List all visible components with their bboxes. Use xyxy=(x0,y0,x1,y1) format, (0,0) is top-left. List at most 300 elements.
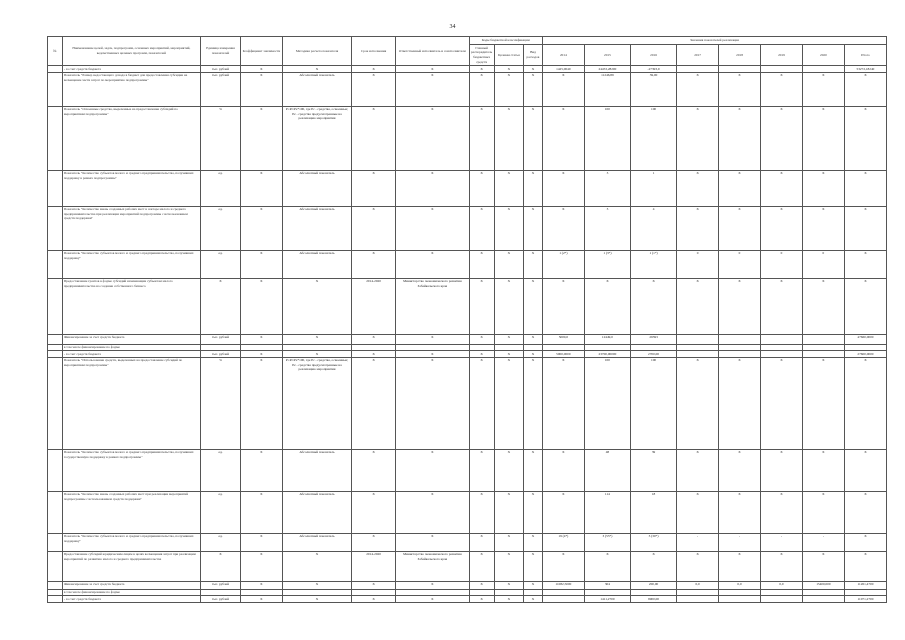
row-unit-cell: ед. xyxy=(201,491,241,533)
row-value-2019-cell: X xyxy=(761,357,803,449)
row-executor-cell: X xyxy=(396,72,469,106)
row-value-2017-cell xyxy=(677,596,719,603)
row-value-2017-cell: X xyxy=(677,449,719,491)
row-method-cell: Абсолютный показатель xyxy=(282,491,351,533)
row-csr-cell xyxy=(494,344,523,351)
row-value-2014-cell xyxy=(542,589,584,596)
row-term-cell: X xyxy=(352,449,396,491)
table-row xyxy=(48,72,887,106)
row-csr-cell: X xyxy=(494,72,523,106)
row-value-2015-cell: 3 (55*) xyxy=(584,533,630,551)
row-num-cell xyxy=(48,106,63,170)
row-vr-cell: X xyxy=(524,66,543,73)
table-row xyxy=(48,357,887,449)
row-executor-cell: X xyxy=(396,449,469,491)
row-term-cell: X xyxy=(352,250,396,278)
row-grbs-cell: X xyxy=(469,551,494,581)
row-value-2016-cell: 39 xyxy=(630,449,676,491)
row-value-2016-cell: -27393,9 xyxy=(630,66,676,73)
row-csr-cell: X xyxy=(494,170,523,206)
row-method-cell: Абсолютный показатель xyxy=(282,206,351,250)
row-coef-cell: X xyxy=(240,66,282,73)
row-term-cell: X xyxy=(352,357,396,449)
row-num-cell xyxy=(48,491,63,533)
row-unit-cell: тыс. рублей xyxy=(201,334,241,344)
row-vr-cell xyxy=(524,344,543,351)
row-value-2017-cell: 0 xyxy=(677,250,719,278)
row-csr-cell: X xyxy=(494,357,523,449)
row-value-2016-cell: 4 xyxy=(630,206,676,250)
row-name-cell: - за счет средств бюджета xyxy=(62,596,200,603)
row-value-2016-cell: 100 xyxy=(630,357,676,449)
row-vr-cell: X xyxy=(524,351,543,358)
row-value-2019-cell xyxy=(761,351,803,358)
row-value-2020-cell: X xyxy=(802,72,844,106)
row-coef-cell: X xyxy=(240,106,282,170)
row-unit-cell: X xyxy=(201,278,241,334)
row-value-2019-cell: 0,0 xyxy=(761,581,803,589)
row-coef-cell: X xyxy=(240,170,282,206)
row-num-cell xyxy=(48,344,63,351)
row-value-2016-cell: 3 (30*) xyxy=(630,533,676,551)
row-grbs-cell xyxy=(469,589,494,596)
row-term-cell xyxy=(352,344,396,351)
table-row xyxy=(48,278,887,334)
row-value-2014-cell: X xyxy=(542,170,584,206)
row-value-2014-cell: 1425,0040 xyxy=(542,66,584,73)
row-vr-cell: X xyxy=(524,551,543,581)
header-year-2016: 2016 xyxy=(630,45,676,66)
row-value-2018-cell xyxy=(719,351,761,358)
row-value-2020-cell: X xyxy=(802,278,844,334)
table-row xyxy=(48,334,887,344)
row-value-2017-cell xyxy=(677,344,719,351)
row-coef-cell xyxy=(240,344,282,351)
row-value-2018-cell: X xyxy=(719,170,761,206)
row-term-cell: X xyxy=(352,170,396,206)
row-method-cell: Абсолютный показатель xyxy=(282,170,351,206)
row-name-cell: Финансирование за счет средств бюджета xyxy=(62,334,200,344)
row-value-2020-cell: X xyxy=(802,551,844,581)
row-value-2018-cell: X xyxy=(719,106,761,170)
row-num-cell xyxy=(48,250,63,278)
row-executor-cell xyxy=(396,344,469,351)
row-grbs-cell: X xyxy=(469,334,494,344)
row-total-cell: X xyxy=(844,206,886,250)
row-value-2019-cell: - xyxy=(761,533,803,551)
table-row xyxy=(48,206,887,250)
row-value-2016-cell: 39,00 xyxy=(630,72,676,106)
row-value-2016-cell: X xyxy=(630,551,676,581)
row-value-2015-cell: 48 xyxy=(584,449,630,491)
row-value-2015-cell: 114 xyxy=(584,491,630,533)
table-row xyxy=(48,551,887,581)
table-row xyxy=(48,344,887,351)
row-value-2017-cell: - xyxy=(677,533,719,551)
header-num: № xyxy=(48,37,63,66)
row-value-2017-cell: X xyxy=(677,72,719,106)
row-executor-cell: X xyxy=(396,66,469,73)
row-grbs-cell: X xyxy=(469,170,494,206)
table-row xyxy=(48,596,887,603)
table-row xyxy=(48,351,887,358)
row-num-cell xyxy=(48,449,63,491)
row-csr-cell: X xyxy=(494,551,523,581)
row-value-2015-cell xyxy=(584,589,630,596)
row-value-2018-cell: X xyxy=(719,449,761,491)
row-unit-cell: тыс. рублей xyxy=(201,351,241,358)
row-method-cell: X xyxy=(282,66,351,73)
row-vr-cell: X xyxy=(524,72,543,106)
row-value-2019-cell xyxy=(761,66,803,73)
row-vr-cell: X xyxy=(524,334,543,344)
row-vr-cell: X xyxy=(524,278,543,334)
header-year-2014: 2014 xyxy=(542,45,584,66)
header-total: Итого xyxy=(844,45,886,66)
row-total-cell: X xyxy=(844,170,886,206)
row-coef-cell: X xyxy=(240,206,282,250)
row-total-cell: 27600,0000 xyxy=(844,351,886,358)
row-name-cell: Показатель "Количество вновь созданных рабочих мест в секторе малого и среднего предпринимательства при реализации мероприятий подпрограммы с использованием средств поддержки" xyxy=(62,206,200,250)
row-value-2019-cell: X xyxy=(761,106,803,170)
row-value-2020-cell xyxy=(802,66,844,73)
table-row xyxy=(48,491,887,533)
row-value-2019-cell: X xyxy=(761,72,803,106)
row-total-cell: X xyxy=(844,357,886,449)
row-term-cell: X xyxy=(352,491,396,533)
row-unit-cell xyxy=(201,589,241,596)
row-value-2014-cell: X xyxy=(542,72,584,106)
row-name-cell: Показатель "Освоенные средства, выделенные на предоставление субсидий по мероприятиям подпрограммы" xyxy=(62,106,200,170)
row-value-2018-cell: - xyxy=(719,533,761,551)
row-vr-cell: X xyxy=(524,250,543,278)
row-value-2016-cell xyxy=(630,589,676,596)
row-value-2020-cell xyxy=(802,596,844,603)
row-vr-cell: X xyxy=(524,170,543,206)
row-value-2016-cell: 18 xyxy=(630,491,676,533)
row-value-2017-cell: X xyxy=(677,491,719,533)
row-value-2014-cell: 5000,0000 xyxy=(542,351,584,358)
row-executor-cell xyxy=(396,589,469,596)
row-total-cell xyxy=(844,344,886,351)
row-value-2020-cell: X xyxy=(802,491,844,533)
row-total-cell: X xyxy=(844,250,886,278)
row-term-cell: X xyxy=(352,581,396,589)
row-value-2017-cell: X xyxy=(677,206,719,250)
row-total-cell: X xyxy=(844,491,886,533)
row-csr-cell: X xyxy=(494,278,523,334)
row-csr-cell: X xyxy=(494,106,523,170)
row-coef-cell xyxy=(240,589,282,596)
row-coef-cell: X xyxy=(240,551,282,581)
row-value-2019-cell xyxy=(761,596,803,603)
row-name-cell: Финансирование за счет средств бюджета xyxy=(62,581,200,589)
row-grbs-cell xyxy=(469,344,494,351)
row-csr-cell: X xyxy=(494,596,523,603)
row-executor-cell: Министерство экономического развития Забайкальского края xyxy=(396,551,469,581)
row-csr-cell: X xyxy=(494,250,523,278)
row-executor-cell: X xyxy=(396,533,469,551)
table-row xyxy=(48,533,887,551)
row-name-cell: в том числе финансирование по форме xyxy=(62,589,200,596)
row-value-2014-cell: X xyxy=(542,357,584,449)
row-method-cell: X xyxy=(282,351,351,358)
row-total-cell xyxy=(844,589,886,596)
row-value-2019-cell xyxy=(761,334,803,344)
header-year-2020: 2020 xyxy=(802,45,844,66)
row-value-2019-cell: X xyxy=(761,449,803,491)
row-total-cell: 53272,18240 xyxy=(844,66,886,73)
row-vr-cell: X xyxy=(524,491,543,533)
row-total-cell: X xyxy=(844,533,886,551)
row-method-cell: Абсолютный показатель xyxy=(282,449,351,491)
row-value-2014-cell: X xyxy=(542,278,584,334)
row-value-2018-cell: X xyxy=(719,491,761,533)
row-value-2017-cell: X xyxy=(677,278,719,334)
row-term-cell: X xyxy=(352,106,396,170)
row-vr-cell: X xyxy=(524,533,543,551)
row-value-2018-cell xyxy=(719,589,761,596)
row-name-cell: - за счет средств бюджета xyxy=(62,351,200,358)
row-total-cell: X xyxy=(844,106,886,170)
row-value-2016-cell: 100 xyxy=(630,106,676,170)
row-value-2015-cell: 23700,00000 xyxy=(584,351,630,358)
row-unit-cell: % xyxy=(201,106,241,170)
program-indicators-table xyxy=(47,36,887,603)
row-unit-cell: ед. xyxy=(201,170,241,206)
header-name: Наименование целей, задач, подпрограмм, основных мероприятий, мероприятий, ведомственных целевых программ, показателей xyxy=(62,37,200,66)
row-value-2020-cell: X xyxy=(802,170,844,206)
row-unit-cell: тыс. рублей xyxy=(201,72,241,106)
row-num-cell xyxy=(48,596,63,603)
row-csr-cell: X xyxy=(494,449,523,491)
row-value-2014-cell: 1 (2*) xyxy=(542,250,584,278)
row-executor-cell: Министерство экономического развития Забайкальского края xyxy=(396,278,469,334)
row-name-cell: Показатель "Количество вновь созданных рабочих мест при реализации мероприятий подпрограммы с использованием средств поддержки" xyxy=(62,491,200,533)
row-value-2014-cell xyxy=(542,344,584,351)
row-value-2018-cell: 0,0 xyxy=(719,581,761,589)
row-method-cell xyxy=(282,344,351,351)
row-executor-cell: X xyxy=(396,206,469,250)
row-name-cell: Показатель "Использование средств, выделенных на предоставление субсидий по мероприятиям подпрограммы" xyxy=(62,357,200,449)
row-grbs-cell: X xyxy=(469,250,494,278)
row-value-2014-cell: X xyxy=(542,491,584,533)
row-value-2017-cell xyxy=(677,351,719,358)
row-name-cell: Показатель "Размер недостающего дохода в бюджет для предоставления субсидии на возмещение части затрат по мероприятию подпрограммы" xyxy=(62,72,200,106)
row-method-cell: X xyxy=(282,334,351,344)
row-method-cell: Абсолютный показатель xyxy=(282,250,351,278)
header-csr: Целевая статья xyxy=(494,45,523,66)
header-grbs: Главный распорядитель бюджетных средств xyxy=(470,45,493,64)
page-number: 34 xyxy=(449,24,456,30)
row-grbs-cell: X xyxy=(469,581,494,589)
row-value-2016-cell: 1 xyxy=(630,170,676,206)
row-method-cell: P=Pc/Pz*100, где Pc - средства, освоенные; Pz - средства предусмотренные на реализацию мероприятия xyxy=(282,357,351,449)
row-value-2015-cell xyxy=(584,344,630,351)
row-unit-cell: ед. xyxy=(201,250,241,278)
row-name-cell: в том числе финансирование по форме xyxy=(62,344,200,351)
row-total-cell: X xyxy=(844,278,886,334)
row-value-2020-cell: X xyxy=(802,106,844,170)
row-value-2018-cell: 0 xyxy=(719,250,761,278)
row-term-cell: 2014-2020 xyxy=(352,551,396,581)
row-executor-cell: X xyxy=(396,491,469,533)
row-unit-cell: ед. xyxy=(201,449,241,491)
row-csr-cell: X xyxy=(494,206,523,250)
row-coef-cell: X xyxy=(240,449,282,491)
row-unit-cell: % xyxy=(201,357,241,449)
row-name-cell: Предоставление субсидий юридическим лицам в целях возмещения затрат при реализации мероприятий по развитию малого и среднего предпринимательства xyxy=(62,551,200,581)
row-num-cell xyxy=(48,351,63,358)
row-value-2019-cell xyxy=(761,589,803,596)
row-coef-cell: X xyxy=(240,533,282,551)
row-value-2017-cell: X xyxy=(677,106,719,170)
row-total-cell: X xyxy=(844,551,886,581)
row-vr-cell: X xyxy=(524,581,543,589)
row-grbs-cell: X xyxy=(469,278,494,334)
row-csr-cell xyxy=(494,589,523,596)
row-vr-cell: X xyxy=(524,206,543,250)
row-method-cell: X xyxy=(282,551,351,581)
table-row xyxy=(48,170,887,206)
row-value-2015-cell: 24453,28200 xyxy=(584,66,630,73)
row-value-2020-cell: 15400,000 xyxy=(802,581,844,589)
row-value-2016-cell: 29393 xyxy=(630,334,676,344)
row-value-2020-cell xyxy=(802,344,844,351)
table-row xyxy=(48,250,887,278)
row-num-cell xyxy=(48,334,63,344)
row-value-2019-cell: X xyxy=(761,551,803,581)
row-vr-cell: X xyxy=(524,596,543,603)
row-value-2015-cell: X xyxy=(584,551,630,581)
row-value-2020-cell xyxy=(802,589,844,596)
row-value-2015-cell: 304 xyxy=(584,581,630,589)
row-value-2019-cell xyxy=(761,344,803,351)
row-unit-cell: тыс. рублей xyxy=(201,596,241,603)
row-num-cell xyxy=(48,206,63,250)
row-num-cell xyxy=(48,66,63,73)
row-name-cell: Показатель "Количество субъектов малого и среднего предпринимательства, получивших поддержку" xyxy=(62,250,200,278)
row-total-cell: X xyxy=(844,449,886,491)
row-grbs-cell: X xyxy=(469,491,494,533)
row-num-cell xyxy=(48,72,63,106)
row-coef-cell: X xyxy=(240,351,282,358)
row-grbs-cell: X xyxy=(469,449,494,491)
row-value-2015-cell: X xyxy=(584,278,630,334)
row-coef-cell: X xyxy=(240,72,282,106)
row-vr-cell: X xyxy=(524,357,543,449)
row-value-2018-cell: X xyxy=(719,72,761,106)
row-coef-cell: X xyxy=(240,491,282,533)
row-value-2014-cell: 11082,5000 xyxy=(542,581,584,589)
row-num-cell xyxy=(48,278,63,334)
row-method-cell: Абсолютный показатель xyxy=(282,533,351,551)
row-vr-cell xyxy=(524,589,543,596)
row-term-cell: X xyxy=(352,334,396,344)
row-name-cell: Показатель "Количество субъектов малого и среднего предпринимательства, получивших поддержку" xyxy=(62,533,200,551)
row-unit-cell: X xyxy=(201,551,241,581)
header-year-2018: 2018 xyxy=(719,45,761,66)
row-value-2016-cell: 200,00 xyxy=(630,581,676,589)
row-value-2015-cell: 100 xyxy=(584,106,630,170)
row-total-cell: 11261,4700 xyxy=(844,581,886,589)
row-csr-cell: X xyxy=(494,66,523,73)
row-value-2020-cell: 0 xyxy=(802,250,844,278)
row-value-2019-cell: 0 xyxy=(761,250,803,278)
row-value-2015-cell: 100 xyxy=(584,357,630,449)
header-unit: Единица измерения показателей xyxy=(201,37,241,66)
row-value-2017-cell: X xyxy=(677,357,719,449)
row-value-2020-cell: X xyxy=(802,357,844,449)
row-method-cell: Абсолютный показатель xyxy=(282,72,351,106)
header-budget-codes: Коды бюджетной классификации xyxy=(469,37,542,45)
table-row xyxy=(48,106,887,170)
row-value-2019-cell: X xyxy=(761,491,803,533)
row-coef-cell: X xyxy=(240,357,282,449)
row-unit-cell: ед. xyxy=(201,206,241,250)
row-term-cell: 2014-2020 xyxy=(352,278,396,334)
row-value-2015-cell: 1411,2700 xyxy=(584,596,630,603)
row-term-cell: X xyxy=(352,66,396,73)
row-executor-cell: X xyxy=(396,357,469,449)
row-csr-cell: X xyxy=(494,334,523,344)
row-grbs-cell: X xyxy=(469,351,494,358)
row-coef-cell: X xyxy=(240,596,282,603)
row-value-2020-cell xyxy=(802,351,844,358)
row-name-cell: - за счет средств бюджета xyxy=(62,66,200,73)
row-value-2016-cell: 1 (1*) xyxy=(630,250,676,278)
row-value-2016-cell xyxy=(630,344,676,351)
row-vr-cell: X xyxy=(524,106,543,170)
row-term-cell: X xyxy=(352,206,396,250)
row-value-2020-cell: X xyxy=(802,206,844,250)
row-value-2017-cell xyxy=(677,334,719,344)
row-value-2015-cell: 3 xyxy=(584,206,630,250)
row-value-2016-cell: X xyxy=(630,278,676,334)
row-grbs-cell: X xyxy=(469,357,494,449)
program-table-sheet xyxy=(47,36,887,603)
header-year-2015: 2015 xyxy=(584,45,630,66)
row-grbs-cell: X xyxy=(469,596,494,603)
header-year-2019: 2019 xyxy=(761,45,803,66)
row-unit-cell: тыс. рублей xyxy=(201,66,241,73)
row-executor-cell: X xyxy=(396,106,469,170)
row-total-cell: X xyxy=(844,72,886,106)
row-executor-cell: X xyxy=(396,170,469,206)
row-value-2018-cell: X xyxy=(719,206,761,250)
row-name-cell: Показатель "Количество субъектов малого и среднего предпринимательства, получивших государственную поддержку в рамках подпрограммы" xyxy=(62,449,200,491)
row-num-cell xyxy=(48,581,63,589)
row-value-2018-cell xyxy=(719,344,761,351)
row-value-2017-cell: X xyxy=(677,170,719,206)
header-term: Срок исполнения xyxy=(352,37,396,66)
row-csr-cell: X xyxy=(494,533,523,551)
row-value-2016-cell: 9900,00 xyxy=(630,596,676,603)
table-row xyxy=(48,449,887,491)
row-vr-cell: X xyxy=(524,449,543,491)
row-value-2014-cell: X xyxy=(542,206,584,250)
row-num-cell xyxy=(48,589,63,596)
row-unit-cell: ед. xyxy=(201,533,241,551)
row-unit-cell xyxy=(201,344,241,351)
row-name-cell: Предоставление грантов в форме субсидий начинающим субъектам малого предпринимательства на создание собственного бизнеса xyxy=(62,278,200,334)
row-value-2018-cell xyxy=(719,66,761,73)
row-value-2018-cell xyxy=(719,596,761,603)
row-value-2018-cell: X xyxy=(719,551,761,581)
row-value-2014-cell: 19 (4*) xyxy=(542,533,584,551)
row-value-2018-cell: X xyxy=(719,278,761,334)
row-coef-cell: X xyxy=(240,278,282,334)
